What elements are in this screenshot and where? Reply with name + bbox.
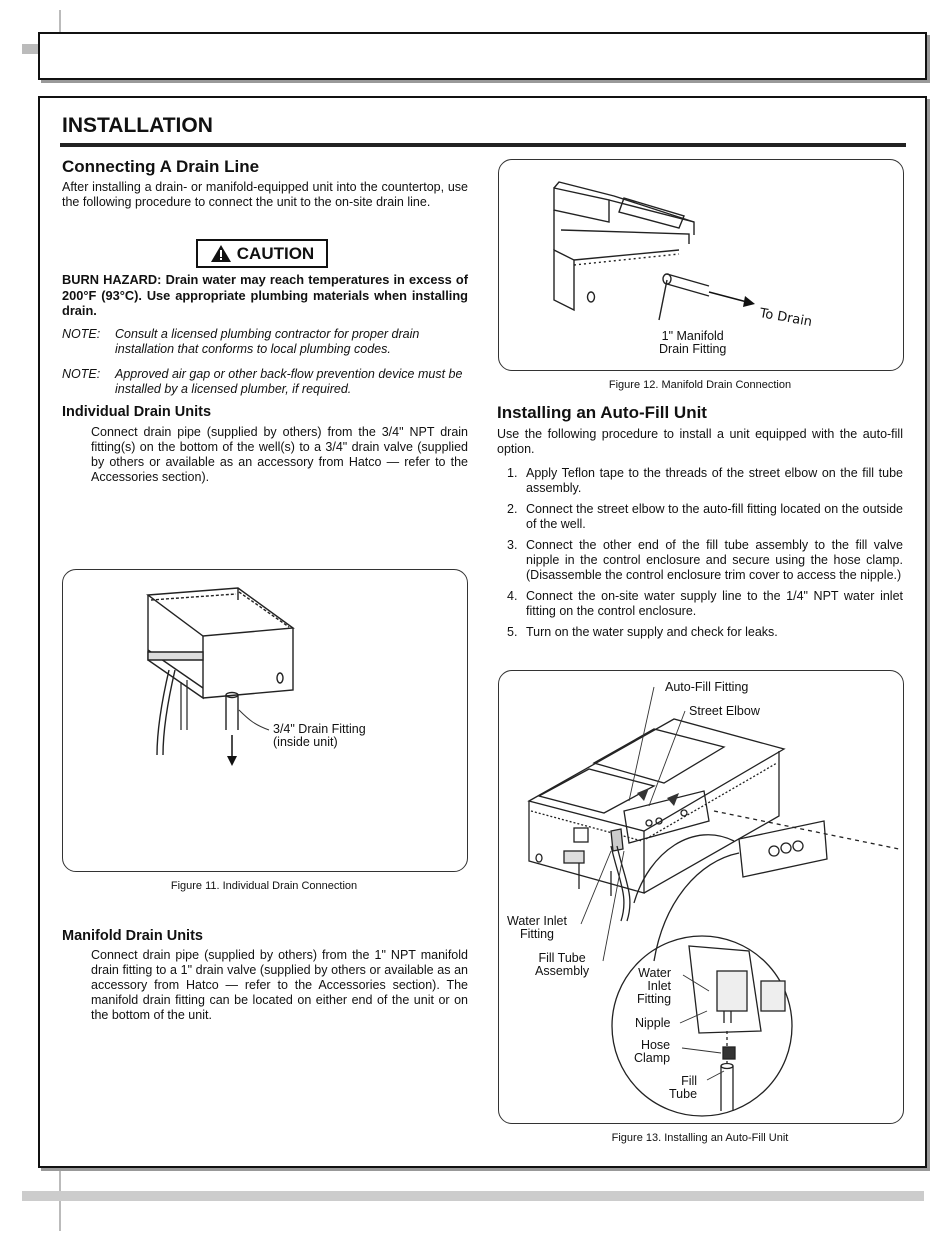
- margin-line-top: [59, 10, 61, 32]
- caution-text: CAUTION: [236, 243, 315, 263]
- fig11-label: [273, 723, 366, 749]
- step-item: [497, 538, 903, 583]
- step-number: 2.: [507, 502, 518, 516]
- fig12-label-line1: 1" Manifold: [661, 329, 724, 343]
- page-footer-bar: [22, 1191, 924, 1201]
- label-auto-fill-fitting: Auto-Fill Fitting: [665, 680, 749, 694]
- manifold-drain-heading: Manifold Drain Units: [62, 928, 203, 944]
- autofill-steps: [497, 466, 903, 646]
- label-fill-tube-line2: Assembly: [535, 964, 590, 978]
- label-nipple: Nipple: [635, 1016, 671, 1030]
- manifold-drain-text: Connect drain pipe (supplied by others) from the 1" NPT manifold drain fitting to a 1" drain valve (supplied by others or available as an accessory from Hatco — refer to the Accessories section). The manifold drain fitting can be located on either end of the unit or on the bottom of the unit.: [91, 948, 468, 1022]
- autofill-intro: Use the following procedure to install a unit equipped with the auto-fill option.: [497, 427, 903, 456]
- label-detail-water-inlet: [637, 967, 671, 1006]
- fig12-label-line2: Drain Fitting: [659, 342, 727, 356]
- autofill-illustration: [499, 671, 903, 1123]
- note-label: NOTE:: [62, 367, 101, 381]
- fig12-label: [659, 330, 726, 356]
- label-hose-line2: Clamp: [634, 1051, 671, 1065]
- fig11-label-line2: (inside unit): [273, 735, 338, 749]
- drain-intro: After installing a drain- or manifold-equipped unit into the countertop, use the following procedure to connect the unit to the on-site drain line.: [62, 180, 468, 209]
- autofill-heading: Installing an Auto-Fill Unit: [497, 403, 707, 422]
- note-label: NOTE:: [62, 327, 101, 341]
- page-header-box: [38, 32, 927, 80]
- label-water-inlet-line2: Fitting: [519, 927, 555, 941]
- section-title: INSTALLATION: [62, 114, 213, 137]
- label-hose-clamp: [634, 1039, 670, 1065]
- label-hose-line1: Hose: [640, 1038, 671, 1052]
- figure-11-frame: [62, 569, 468, 872]
- note-2: [62, 367, 468, 397]
- step-text: Connect the street elbow to the auto-fill fitting located on the outside of the well.: [526, 502, 903, 531]
- step-item: [497, 625, 903, 640]
- label-water-inlet-line1: Water Inlet: [507, 914, 567, 928]
- step-item: [497, 502, 903, 532]
- step-item: [497, 466, 903, 496]
- label-fill-line1: Fill: [681, 1074, 698, 1088]
- label-detail-water-line2: Inlet: [647, 979, 672, 993]
- step-number: 5.: [507, 625, 518, 639]
- step-text: Connect the other end of the fill tube assembly to the fill valve nipple in the control enclosure and secure using the hose clamp. (Disassemble the control enclosure trim cover to access the nipple.): [526, 538, 903, 582]
- label-fill-tube-assembly: [535, 952, 589, 978]
- note-text: Approved air gap or other back-flow prevention device must be installed by a licensed plumber, if required.: [115, 367, 463, 396]
- step-text: Turn on the water supply and check for leaks.: [526, 625, 778, 639]
- drain-heading: Connecting A Drain Line: [62, 157, 260, 176]
- individual-drain-illustration: [63, 570, 467, 871]
- label-water-inlet-fitting: [507, 915, 567, 941]
- individual-drain-heading: Individual Drain Units: [62, 404, 212, 420]
- label-detail-water-line1: Water: [638, 966, 672, 980]
- step-number: 3.: [507, 538, 518, 552]
- figure-11-caption: Figure 11. Individual Drain Connection: [170, 880, 358, 892]
- note-1: [62, 327, 468, 357]
- step-text: Connect the on-site water supply line to the 1/4" NPT water inlet fitting on the control enclosure.: [526, 589, 903, 618]
- individual-drain-text: Connect drain pipe (supplied by others) from the 3/4" NPT drain fitting(s) on the bottom of the well(s) to a 3/4" drain valve (supplied by others or available as an accessory from Hatco — refer to the Accessories section).: [91, 425, 468, 484]
- note-text: Consult a licensed plumbing contractor for proper drain installation that conforms to local plumbing codes.: [115, 327, 420, 356]
- title-rule: [60, 143, 906, 147]
- figure-12-caption: Figure 12. Manifold Drain Connection: [608, 379, 792, 391]
- step-item: [497, 589, 903, 619]
- step-text: Apply Teflon tape to the threads of the street elbow on the fill tube assembly.: [526, 466, 903, 495]
- caution-label: [196, 239, 328, 268]
- figure-13-frame: [498, 670, 904, 1124]
- label-fill-tube: [669, 1075, 697, 1101]
- step-number: 4.: [507, 589, 518, 603]
- burn-hazard-warning: BURN HAZARD: Drain water may reach temperatures in excess of 200°F (93°C). Use appropriate plumbing materials when installing drain.: [62, 272, 468, 318]
- to-drain-label: To Drain: [758, 306, 814, 330]
- figure-12-frame: [498, 159, 904, 371]
- to-drain-arrow: [709, 292, 747, 302]
- label-street-elbow: Street Elbow: [689, 704, 760, 718]
- step-number: 1.: [507, 466, 518, 480]
- fig11-label-line1: 3/4" Drain Fitting: [273, 722, 366, 736]
- label-detail-water-line3: Fitting: [637, 992, 672, 1006]
- figure-13-caption: Figure 13. Installing an Auto-Fill Unit: [611, 1132, 789, 1144]
- label-fill-tube-line1: Fill Tube: [538, 951, 586, 965]
- label-fill-line2: Tube: [669, 1087, 698, 1101]
- warning-triangle-icon: [210, 244, 232, 263]
